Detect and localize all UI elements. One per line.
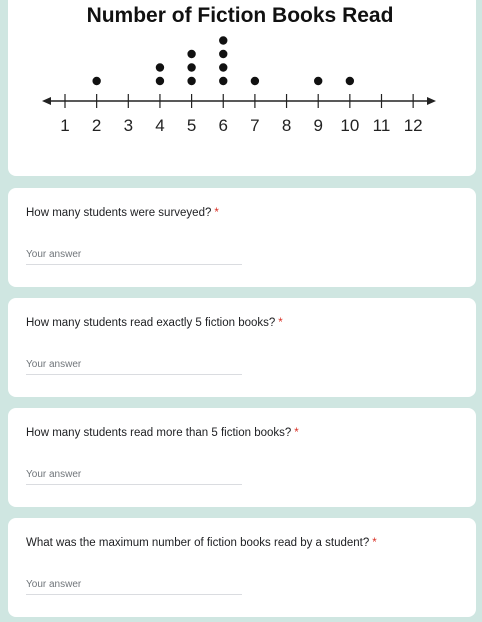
data-dots	[92, 36, 354, 85]
tick-label: 7	[250, 116, 260, 135]
question-title: How many students read more than 5 fiction books? *	[26, 427, 299, 439]
data-dot	[346, 77, 354, 85]
answer-input[interactable]	[26, 355, 242, 375]
left-arrow-icon	[42, 97, 51, 105]
data-dot	[219, 50, 227, 58]
question-title: How many students were surveyed? *	[26, 207, 219, 219]
tick-label: 5	[186, 116, 197, 135]
question-title: How many students read exactly 5 fiction books? *	[26, 317, 283, 329]
question-card-more-than-5	[8, 408, 476, 507]
tick-label: 4	[155, 116, 165, 135]
tick-label: 12	[403, 116, 423, 135]
tick-label: 1	[60, 116, 70, 135]
dot-plot-chart	[8, 0, 476, 176]
tick-label: 11	[372, 116, 391, 135]
required-asterisk: *	[214, 207, 219, 219]
question-image-card	[8, 0, 476, 176]
tick-label: 10	[340, 116, 360, 135]
chart-title: Number of Fiction Books Read	[86, 4, 394, 27]
question-title: What was the maximum number of fiction books read by a student? *	[26, 537, 377, 549]
data-dot	[187, 50, 195, 58]
required-asterisk: *	[294, 427, 299, 439]
data-dot	[314, 77, 322, 85]
data-dot	[251, 77, 259, 85]
data-dot	[219, 36, 227, 44]
data-dot	[219, 63, 227, 71]
tick-labels	[60, 116, 422, 135]
required-asterisk: *	[278, 317, 283, 329]
tick-label: 2	[91, 116, 102, 135]
tick-label: 3	[123, 116, 134, 135]
question-card-maximum	[8, 518, 476, 617]
data-dot	[156, 63, 164, 71]
tick-label: 9	[313, 116, 323, 135]
data-dot	[187, 63, 195, 71]
question-card-surveyed	[8, 188, 476, 287]
tick-label: 6	[218, 116, 228, 135]
answer-input[interactable]	[26, 245, 242, 265]
data-dot	[219, 77, 227, 85]
tick-label: 8	[281, 116, 292, 135]
number-line	[42, 97, 436, 105]
required-asterisk: *	[372, 537, 377, 549]
question-card-exactly-5	[8, 298, 476, 397]
data-dot	[187, 77, 195, 85]
answer-input[interactable]	[26, 575, 242, 595]
right-arrow-icon	[427, 97, 436, 105]
data-dot	[156, 77, 164, 85]
data-dot	[92, 77, 100, 85]
answer-input[interactable]	[26, 465, 242, 485]
